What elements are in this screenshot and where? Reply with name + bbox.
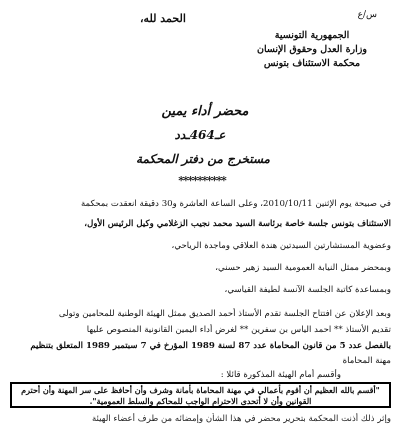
record-number: عـ464ـدد	[174, 128, 226, 142]
header-republic: الجمهورية التونسية	[274, 30, 350, 41]
header-ministry: وزارة العدل وحقوق الإنسان	[257, 44, 367, 55]
body-line-partial: وإثر ذلك أذنت المحكمة بتحرير محضر في هذا الشأن وإمضائه من طرف أعضاء الهيئة	[91, 414, 391, 424]
body-line-clerk: وبمساعدة كاتبة الجلسة الآنسة لطيفة القياسي،	[224, 285, 391, 295]
oath-text-box: "أقسم بالله العظيم أن أقوم بأعمالي في مهنة المحاماة بأمانة وشرف وأن أحافظ على سر المهنة وأن أحترم القوانين وأن لا أتحدى الاحترام الواجب للمحاكم والسلط العمومية".	[10, 382, 391, 408]
basmala-praise: الحمد لله،	[140, 12, 186, 25]
body-line-members: وعضوية المستشارتين السيدتين هندة العلاقي وماجدة الرياحي،	[171, 241, 391, 251]
reference-code: س/ع	[357, 10, 377, 20]
body-line-lawyer: تقديم الأستاذ ** احمد الياس بن سفرين ** لغرض أداء اليمين القانونية المنصوص عليها	[86, 325, 391, 335]
extract-title: مستخرج من دفتر المحكمة	[136, 152, 270, 166]
body-line-swore: وأقسم أمام الهيئة المذكورة قائلا :	[220, 370, 341, 380]
header-court: محكمة الاستئناف بتونس	[263, 58, 361, 69]
body-line-presiding: الاستئناف بتونس جلسة خاصة برئاسة السيد محمد نجيب الزغلامي وكيل الرئيس الأول،	[84, 219, 391, 229]
body-line-prosecutor: وبمحضر ممثل النيابة العمومية السيد زهير حسني،	[215, 263, 391, 273]
body-line-date: في صبيحة يوم الإثنين 2010/10/11، وعلى الساعة العاشرة و30 دقيقة انعقدت بمحكمة	[80, 199, 391, 209]
body-line-profession: مهنة المحاماة	[342, 356, 391, 366]
title-stars-divider: **********	[178, 174, 226, 187]
body-line-law: بالفصل عدد 5 من قانون المحاماة عدد 87 لسنة 1989 المؤرخ في 7 سبتمبر 1989 المتعلق بتنظيم	[30, 341, 391, 351]
body-line-opening: وبعد الإعلان عن افتتاح الجلسة تقدم الأستاذ أحمد الصديق ممثل الهيئة الوطنية للمحامين وتولى	[58, 309, 391, 319]
record-title: محضر أداء يمين	[161, 104, 249, 119]
official-header	[237, 29, 387, 71]
